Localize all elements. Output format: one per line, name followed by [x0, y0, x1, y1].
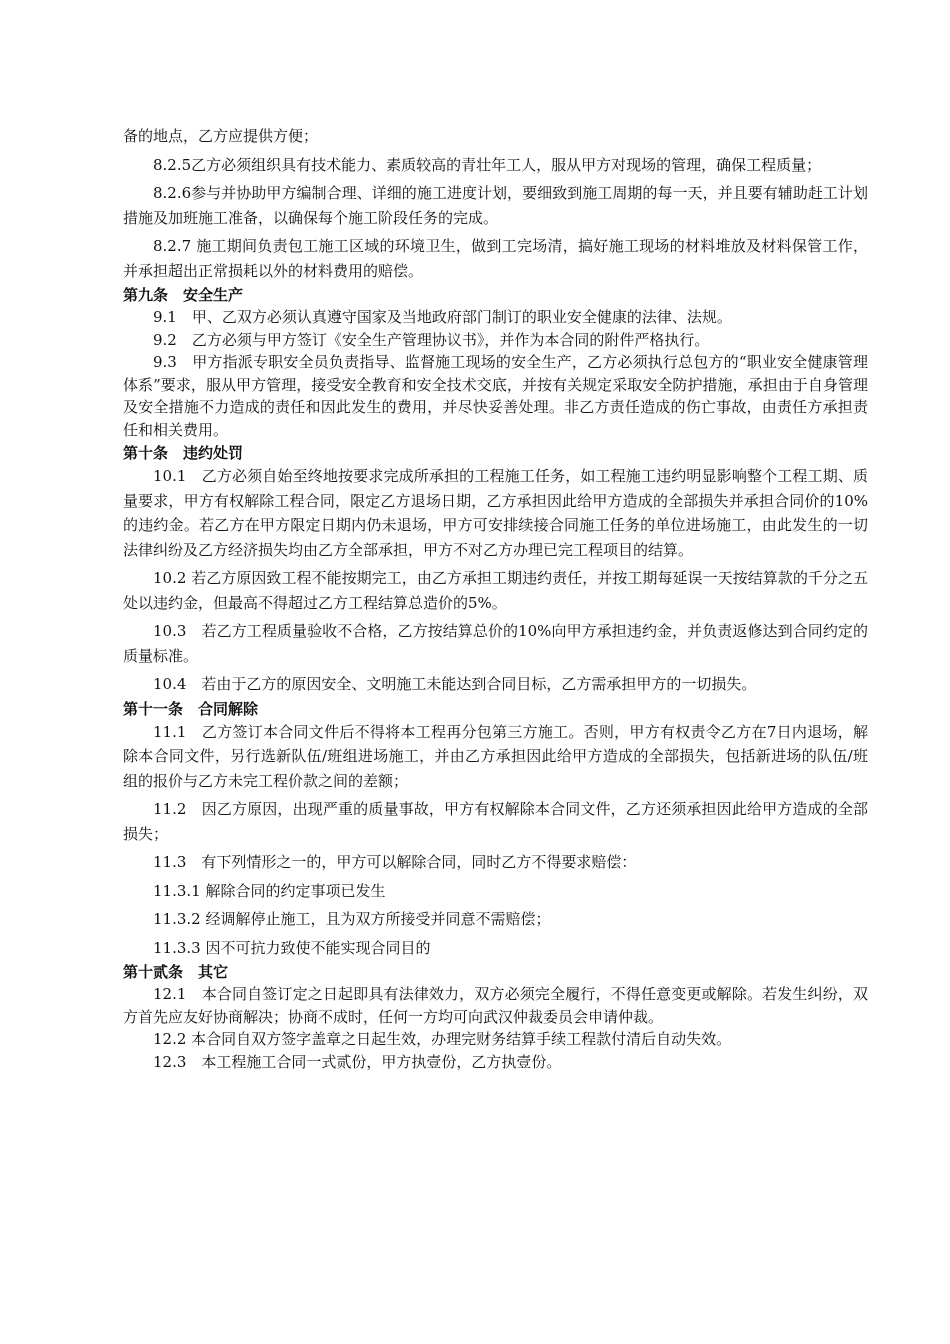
- section-heading-article-12: 第十贰条 其它: [123, 963, 229, 981]
- section-heading-article-9: 第九条 安全生产: [123, 286, 244, 304]
- paragraph-11-3: 11.3 有下列情形之一的，甲方可以解除合同，同时乙方不得要求赔偿：: [153, 853, 637, 871]
- paragraph-11-1: 11.1 乙方签订本合同文件后不得将本工程再分包第三方施工。否则，甲方有权责令乙方在7日内退场，解除本合同文件，另行选新队伍/班组进场施工，并由乙方承担因此给甲方造成的全部损失，包括新进场的队伍/班组的报价与乙方未完工程价款之间的差额；: [123, 722, 868, 790]
- paragraph-11-3-3: 11.3.3 因不可抗力致使不能实现合同目的: [153, 938, 431, 957]
- paragraph-8-2-6: 8.2.6参与并协助甲方编制合理、详细的施工进度计划，要细致到施工周期的每一天，并且要有辅助赶工计划措施及加班施工准备，以确保每个施工阶段任务的完成。: [123, 184, 868, 227]
- paragraph-10-2: 10.2 若乙方原因致工程不能按期完工，由乙方承担工期违约责任，并按工期每延误一天按结算款的千分之五处以违约金，但最高不得超过乙方工程结算总造价的5%。: [123, 569, 868, 612]
- section-heading-article-11: 第十一条 合同解除: [123, 699, 259, 718]
- paragraph-8-2-4-continued: 备的地点，乙方应提供方便；: [123, 127, 319, 145]
- paragraph-9-2: 9.2 乙方必须与甲方签订《安全生产管理协议书》，并作为本合同的附件严格执行。: [153, 330, 710, 349]
- section-heading-article-10: 第十条 违约处罚: [123, 444, 244, 462]
- contract-body: [123, 124, 868, 1073]
- paragraph-12-1: 12.1 本合同自签订定之日起即具有法律效力，双方必须完全履行，不得任意变更或解除。若发生纠纷，双方首先应友好协商解决；协商不成时，任何一方均可向武汉仲裁委员会申请仲裁。: [123, 985, 868, 1026]
- paragraph-11-3-1: 11.3.1 解除合同的约定事项已发生: [153, 881, 386, 900]
- paragraph-10-1: 10.1 乙方必须自始至终地按要求完成所承担的工程施工任务，如工程施工违约明显影响整个工程工期、质量要求，甲方有权解除工程合同，限定乙方退场日期，乙方承担因此给甲方造成的全部损失并承担合同价的10%的违约金。若乙方在甲方限定日期内仍未退场，甲方可安排续接合同施工任务的单位进场施工，由此发生的一切法律纠纷及乙方经济损失均由乙方全部承担，甲方不对乙方办理已完工程项目的结算。: [123, 467, 868, 559]
- paragraph-12-2: 12.2 本合同自双方签字盖章之日起生效，办理完财务结算手续工程款付清后自动失效。: [153, 1030, 732, 1048]
- paragraph-10-4: 10.4 若由于乙方的原因安全、文明施工未能达到合同目标，乙方需承担甲方的一切损失。: [153, 675, 757, 693]
- paragraph-10-3: 10.3 若乙方工程质量验收不合格，乙方按结算总价的10%向甲方承担违约金，并负责返修达到合同约定的质量标准。: [123, 622, 868, 665]
- paragraph-12-3: 12.3 本工程施工合同一式贰份，甲方执壹份，乙方执壹份。: [153, 1052, 562, 1071]
- paragraph-11-2: 11.2 因乙方原因，出现严重的质量事故，甲方有权解除本合同文件，乙方还须承担因此给甲方造成的全部损失；: [123, 800, 868, 843]
- paragraph-8-2-7: 8.2.7 施工期间负责包工施工区域的环境卫生，做到工完场清，搞好施工现场的材料堆放及材料保管工作，并承担超出正常损耗以外的材料费用的赔偿。: [123, 237, 868, 280]
- paragraph-9-1: 9.1 甲、乙双方必须认真遵守国家及当地政府部门制订的职业安全健康的法律、法规。: [153, 308, 732, 326]
- paragraph-8-2-5: 8.2.5乙方必须组织具有技术能力、素质较高的青壮年工人，服从甲方对现场的管理，确保工程质量；: [153, 155, 822, 174]
- paragraph-11-3-2: 11.3.2 经调解停止施工，且为双方所接受并同意不需赔偿；: [153, 910, 551, 928]
- paragraph-9-3: 9.3 甲方指派专职安全员负责指导、监督施工现场的安全生产，乙方必须执行总包方的“职业安全健康管理体系”要求，服从甲方管理，接受安全教育和安全技术交底，并按有关规定采取安全防护措施，承担由于自身管理及安全措施不力造成的责任和因此发生的费用，并尽快妥善处理。非乙方责任造成的伤亡事故，由责任方承担责任和相关费用。: [123, 353, 868, 439]
